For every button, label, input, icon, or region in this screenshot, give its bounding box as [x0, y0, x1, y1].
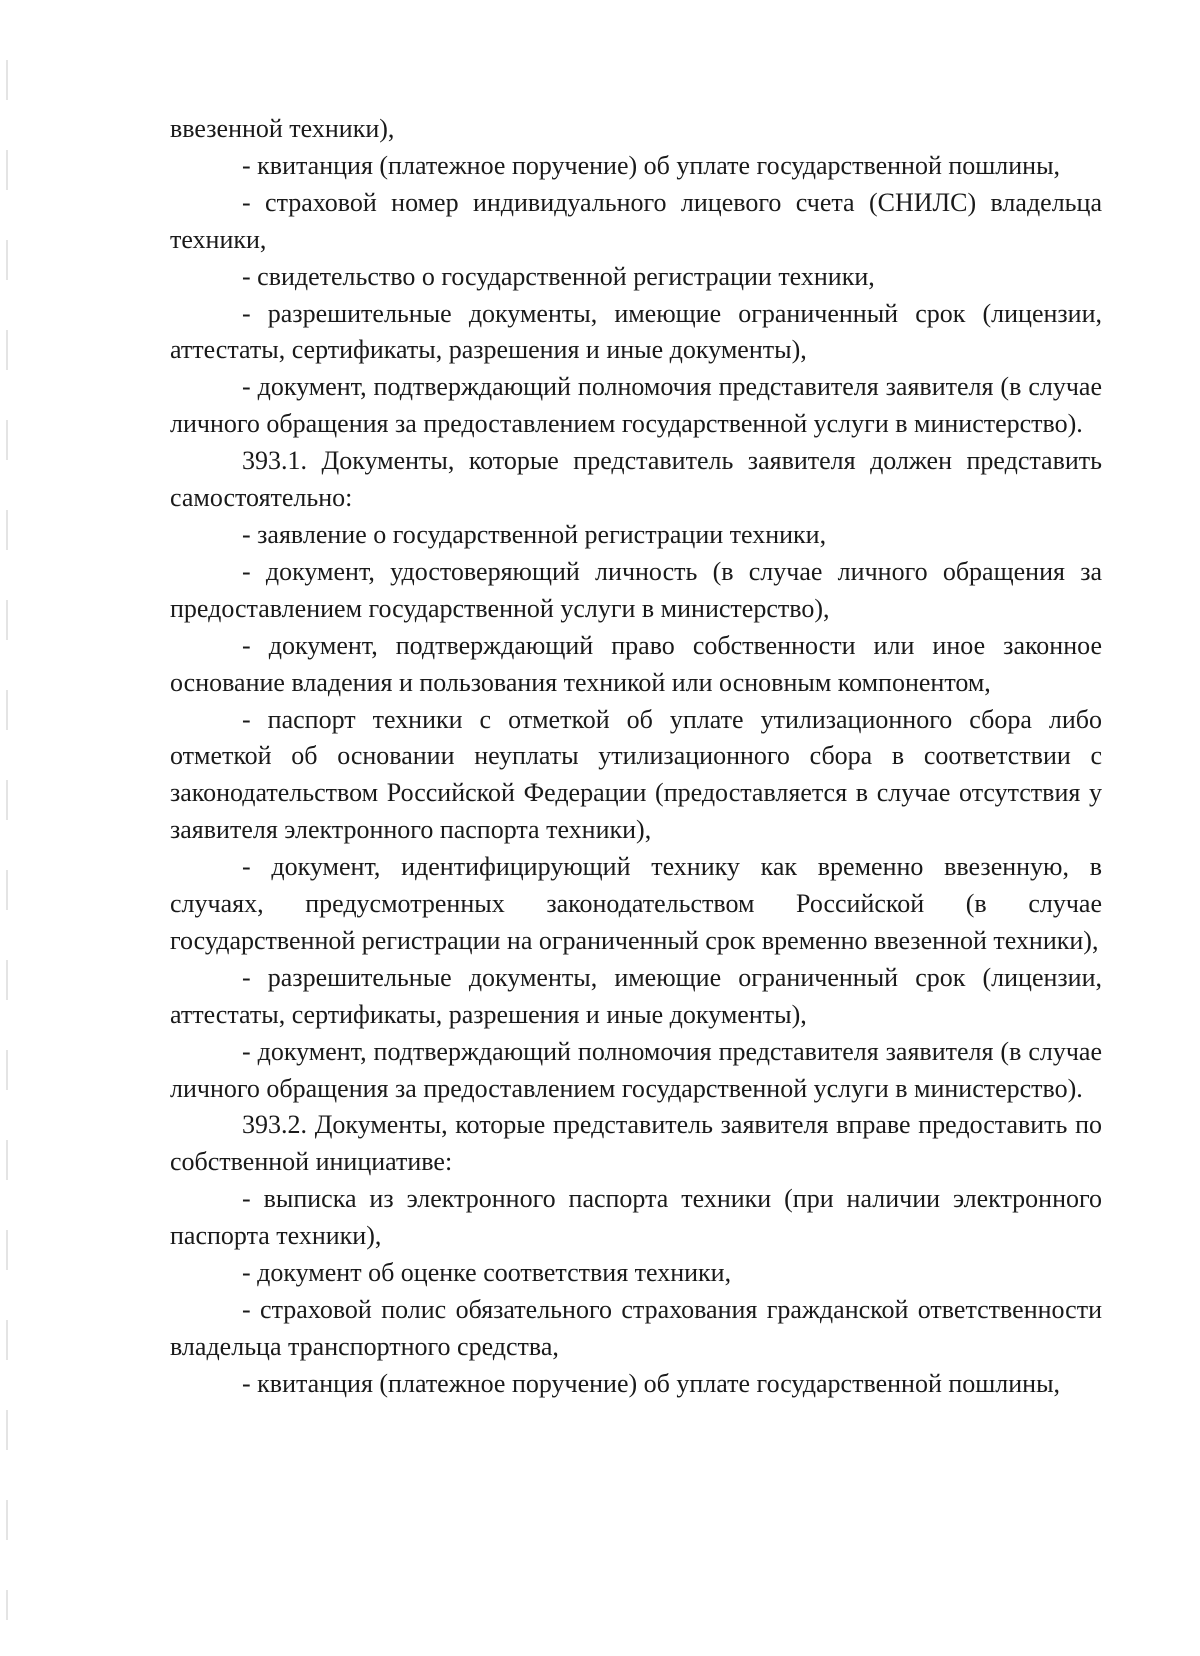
section-heading-393-2: 393.2. Документы, которые представитель заявителя вправе предоставить по собственной инициативе: — [170, 1110, 1102, 1177]
paragraph: - документ, подтверждающий полномочия представителя заявителя (в случае личного обращения за предоставлением государственной услуги в министерство). — [170, 1036, 1102, 1103]
scan-edge-artifact — [6, 60, 8, 1620]
paragraph: - разрешительные документы, имеющие ограниченный срок (лицензии, аттестаты, сертификаты, разрешения и иные документы), — [170, 962, 1102, 1029]
paragraph: - документ, идентифицирующий технику как временно ввезенную, в случаях, предусмотренных законодательством Российской (в случае государственной регистрации на ограниченный срок временно ввезенной техники), — [170, 852, 1102, 955]
paragraph: - документ, подтверждающий полномочия представителя заявителя (в случае личного обращения за предоставлением государственной услуги в министерство). — [170, 372, 1102, 439]
paragraph: - квитанция (платежное поручение) об уплате государственной пошлины, — [242, 150, 1061, 180]
paragraph: - документ, удостоверяющий личность (в случае личного обращения за предоставлением государственной услуги в министерство), — [170, 556, 1102, 623]
paragraph: - свидетельство о государственной регистрации техники, — [242, 261, 875, 291]
paragraph: - заявление о государственной регистрации техники, — [242, 519, 827, 549]
paragraph: - квитанция (платежное поручение) об уплате государственной пошлины, — [242, 1368, 1061, 1398]
paragraph: - паспорт техники с отметкой об уплате утилизационного сбора либо отметкой об основании неуплаты утилизационного сбора в соответствии с законодательством Российской Федерации (предоставляется в случае отсутствия у заявителя электронного паспорта техники), — [170, 704, 1102, 845]
paragraph: - документ об оценке соответствия техники, — [242, 1258, 732, 1288]
paragraph: - страховой полис обязательного страхования гражданской ответственности владельца транспортного средства, — [170, 1295, 1102, 1361]
paragraph: - документ, подтверждающий право собственности или иное законное основание владения и пользования техникой или основным компонентом, — [170, 630, 1102, 697]
paragraph: ввезенной техники), — [170, 114, 395, 143]
paragraph: - разрешительные документы, имеющие ограниченный срок (лицензии, аттестаты, сертификаты, разрешения и иные документы), — [170, 298, 1102, 365]
paragraph: - выписка из электронного паспорта техники (при наличии электронного паспорта техники), — [170, 1184, 1102, 1251]
section-heading-393-1: 393.1. Документы, которые представитель заявителя должен представить самостоятельно: — [170, 446, 1102, 513]
paragraph: - страховой номер индивидуального лицевого счета (СНИЛС) владельца техники, — [170, 187, 1102, 254]
document-body — [170, 111, 1102, 1403]
